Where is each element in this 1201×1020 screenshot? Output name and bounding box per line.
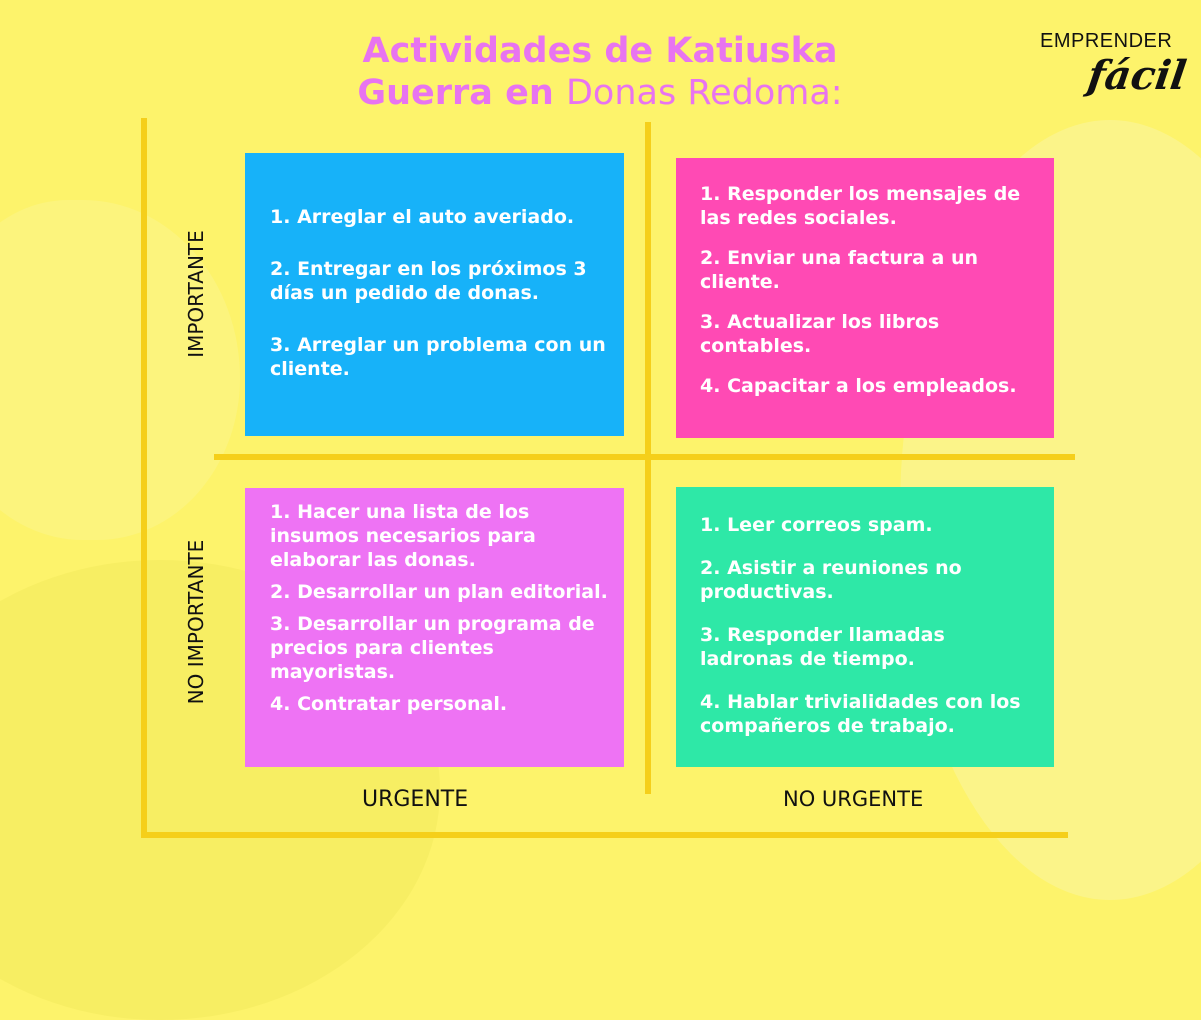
task-number: 3. xyxy=(270,613,291,635)
task-item xyxy=(270,612,614,684)
task-item xyxy=(700,246,1052,294)
task-number: 1. xyxy=(700,514,721,536)
task-item xyxy=(270,205,614,229)
task-text: Entregar en los próximos 3 días un pedido de donas. xyxy=(270,258,587,304)
task-item xyxy=(270,580,614,604)
quadrant-urgent-not-important xyxy=(245,488,624,767)
task-number: 2. xyxy=(700,247,721,269)
task-number: 3. xyxy=(270,334,291,356)
task-item xyxy=(270,500,614,572)
title-line-2-regular: Donas Redoma: xyxy=(565,73,843,113)
task-text: Desarrollar un programa de precios para clientes mayoristas. xyxy=(270,613,595,683)
task-text: Leer correos spam. xyxy=(727,514,933,536)
task-text: Arreglar un problema con un cliente. xyxy=(270,334,606,380)
task-item xyxy=(700,623,1044,671)
axis-label-not-urgent: NO URGENTE xyxy=(783,787,924,811)
quadrant-not-urgent-important xyxy=(676,158,1054,438)
quadrant-urgent-important xyxy=(245,153,624,436)
task-item xyxy=(700,374,1052,398)
quadrant-not-urgent-not-important xyxy=(676,487,1054,767)
task-text: Actualizar los libros contables. xyxy=(700,311,940,357)
task-number: 4. xyxy=(700,375,721,397)
task-item xyxy=(270,333,614,381)
task-text: Capacitar a los empleados. xyxy=(727,375,1017,397)
title-line-1: Actividades de Katiuska xyxy=(362,31,838,71)
axis-left-line xyxy=(141,118,147,838)
task-number: 1. xyxy=(700,183,721,205)
task-item xyxy=(700,690,1044,738)
task-text: Asistir a reuniones no productivas. xyxy=(700,557,962,603)
page-title xyxy=(260,30,940,114)
task-text: Hablar trivialidades con los compañeros de trabajo. xyxy=(700,691,1021,737)
axis-label-urgent: URGENTE xyxy=(362,787,469,812)
task-number: 2. xyxy=(700,557,721,579)
task-number: 1. xyxy=(270,206,291,228)
task-number: 2. xyxy=(270,581,291,603)
task-item xyxy=(270,692,614,716)
task-text: Responder los mensajes de las redes sociales. xyxy=(700,183,1021,229)
axis-bottom-line xyxy=(141,832,1068,838)
divider-horizontal xyxy=(214,454,1075,460)
task-number: 4. xyxy=(270,693,291,715)
task-number: 2. xyxy=(270,258,291,280)
task-text: Desarrollar un plan editorial. xyxy=(297,581,608,603)
axis-label-important: IMPORTANTE xyxy=(184,230,208,358)
task-text: Arreglar el auto averiado. xyxy=(297,206,575,228)
logo-text-top: EMPRENDER xyxy=(1040,30,1173,52)
task-number: 3. xyxy=(700,624,721,646)
task-text: Hacer una lista de los insumos necesarios para elaborar las donas. xyxy=(270,501,536,571)
task-text: Contratar personal. xyxy=(297,693,508,715)
axis-label-not-important: NO IMPORTANTE xyxy=(184,539,208,705)
brand-logo xyxy=(1040,30,1190,110)
task-number: 3. xyxy=(700,311,721,333)
task-item xyxy=(700,182,1052,230)
task-item xyxy=(700,310,1052,358)
task-item xyxy=(700,556,1044,604)
task-number: 4. xyxy=(700,691,721,713)
title-line-2-bold: Guerra en xyxy=(357,73,554,113)
task-item xyxy=(270,257,614,305)
task-text: Enviar una factura a un cliente. xyxy=(700,247,979,293)
task-text: Responder llamadas ladronas de tiempo. xyxy=(700,624,945,670)
task-item xyxy=(700,513,1044,537)
task-number: 1. xyxy=(270,501,291,523)
logo-text-bottom: fácil xyxy=(1084,52,1190,99)
